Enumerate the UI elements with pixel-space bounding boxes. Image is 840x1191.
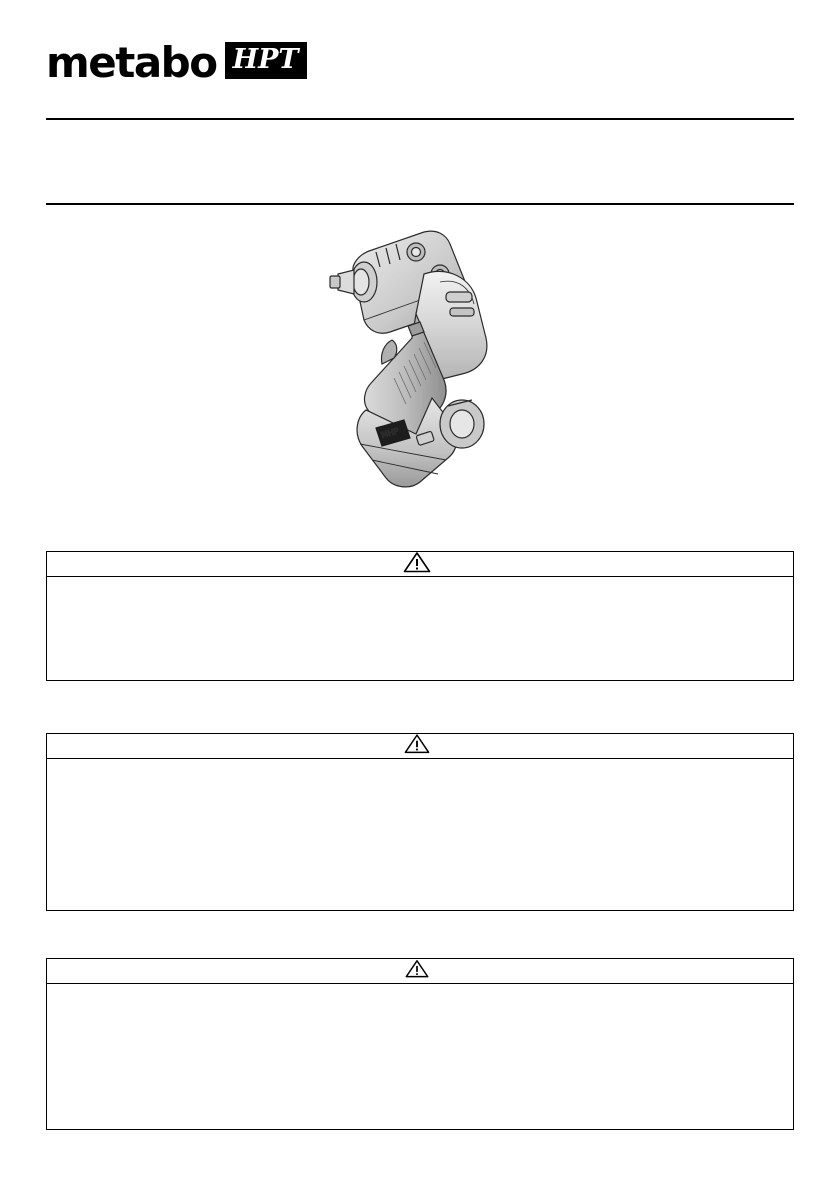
warning-box-2 xyxy=(46,733,794,911)
cordless-impact-wrench-illustration xyxy=(320,222,520,522)
warning-triangle-icon xyxy=(405,959,429,983)
warning-box-3-header xyxy=(47,959,793,984)
warning-box-3 xyxy=(46,958,794,1130)
warning-box-2-body xyxy=(47,759,793,787)
warning-box-1-body xyxy=(47,577,793,605)
warning-triangle-icon xyxy=(404,733,430,759)
header-divider-top xyxy=(46,118,794,120)
brand-badge: HPT xyxy=(225,42,307,79)
warning-box-2-header xyxy=(47,734,793,759)
warning-triangle-icon xyxy=(403,551,431,578)
warning-box-1-header xyxy=(47,552,793,577)
warning-box-1 xyxy=(46,551,794,681)
header-divider-bottom xyxy=(46,203,794,205)
brand-logo xyxy=(46,40,466,90)
svg-text:MHP: MHP xyxy=(380,426,400,440)
brand-wordmark: metabo xyxy=(46,38,217,87)
warning-box-3-body xyxy=(47,984,793,1012)
